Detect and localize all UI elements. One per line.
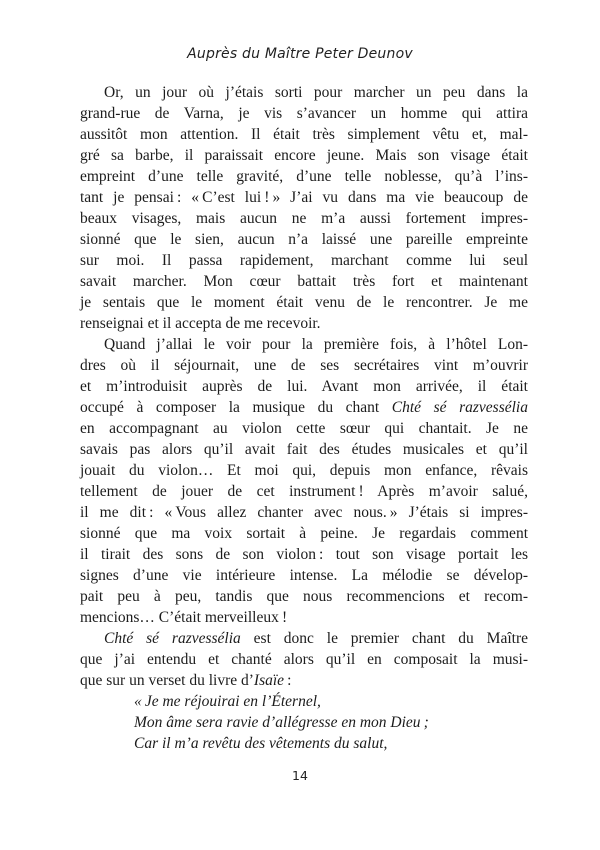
plain-text: Mon âme sera ravie d’allégresse en mon Dieu ; [134,714,429,731]
text-line [80,376,528,397]
plain-text: Quand j’allai le voir pour la première fois, à l’hôtel Lon- [104,336,528,353]
plain-text: que sur un verset du livre d’ [80,672,254,689]
text-line [80,628,528,649]
text-line [134,733,528,754]
text-line [80,124,528,145]
text-line [80,355,528,376]
plain-text: empreint d’une telle gravité, d’une telle noblesse, qu’à l’ins- [80,168,528,185]
running-header: Auprès du Maître Peter Deunov [187,46,413,62]
plain-text: sur moi. Il passa rapidement, marchant comme lui seul [80,252,528,269]
text-line [80,460,528,481]
plain-text: grand-rue de Varna, je vis s’avancer un homme qui attira [80,105,528,122]
text-line [80,481,528,502]
plain-text: que j’ai entendu et chanté alors qu’il en composait la musi- [80,651,528,668]
italic-text: Isaïe [253,672,285,689]
plain-text: il me dit : « Vous allez chanter avec nous. » J’étais si impres- [80,504,528,521]
plain-text: tellement de jouer de cet instrument ! Après m’avoir salué, [80,483,528,500]
text-line [134,712,528,733]
plain-text: Or, un jour où j’étais sorti pour marcher un peu dans la [104,84,528,101]
plain-text: il tirait des sons de son violon : tout son visage portait les [80,546,528,563]
plain-text: : [284,672,292,689]
plain-text: aussitôt mon attention. Il était très simplement vêtu et, mal- [80,126,528,143]
paragraph [80,628,528,691]
plain-text: tant je pensai : « C’est lui ! » J’ai vu dans ma vie beaucoup de [80,189,528,206]
text-line [80,565,528,586]
paragraph [80,82,528,334]
plain-text: « Je me réjouirai en l’Éternel, [134,693,321,710]
plain-text: occupé à composer la musique du chant [80,399,392,416]
text-line [80,439,528,460]
plain-text: sionné que ma voix sortait à peine. Je regardais comment [80,525,528,542]
italic-text: Chté sé razvessélia [104,630,241,647]
plain-text: mencions… C’était merveilleux ! [80,609,288,626]
text-line [80,103,528,124]
text-line [80,208,528,229]
plain-text: signes d’une vie intérieure intense. La mélodie se dévelop- [80,567,528,584]
text-line [80,250,528,271]
plain-text: est donc le premier chant du Maître [240,630,528,647]
plain-text: savais pas alors qu’il avait fait des études musicales et qu’il [80,441,528,458]
text-line [80,145,528,166]
text-line [80,166,528,187]
plain-text: sionné que le sien, aucun n’a laissé une pareille empreinte [80,231,528,248]
text-line [80,292,528,313]
text-line [80,397,528,418]
plain-text: savait marcher. Mon cœur battait très fort et maintenant [80,273,528,290]
text-line [134,691,528,712]
plain-text: en accompagnant au violon cette sœur qui chantait. Je ne [80,420,528,437]
text-line [80,187,528,208]
text-line [80,670,528,691]
text-line [80,523,528,544]
plain-text: et m’introduisit auprès de lui. Avant mon arrivée, il était [80,378,528,395]
text-line [80,271,528,292]
plain-text: Car il m’a revêtu des vêtements du salut, [134,735,388,752]
text-line [80,502,528,523]
plain-text: pait peu à peu, tandis que nous recommencions et recom- [80,588,528,605]
verse-quote [134,691,528,754]
text-line [80,607,528,628]
text-line [80,544,528,565]
text-line [80,334,528,355]
plain-text: beaux visages, mais aucun ne m’a aussi fortement impres- [80,210,528,227]
plain-text: renseignai et il accepta de me recevoir. [80,315,321,332]
plain-text: je sentais que le moment était venu de le rencontrer. Je me [80,294,528,311]
text-line [80,586,528,607]
paragraph [80,334,528,628]
text-line [80,418,528,439]
plain-text: jouait du violon… Et moi qui, depuis mon enfance, rêvais [80,462,528,479]
page-number: 14 [292,768,308,783]
text-line [80,313,528,334]
text-line [80,82,528,103]
italic-text: Chté sé razvessélia [391,399,528,416]
body-text [80,82,528,754]
text-line [80,649,528,670]
plain-text: gré sa barbe, il paraissait encore jeune. Mais son visage était [80,147,528,164]
plain-text: dres où il séjournait, une de ses secrétaires vint m’ouvrir [80,357,528,374]
text-line [80,229,528,250]
